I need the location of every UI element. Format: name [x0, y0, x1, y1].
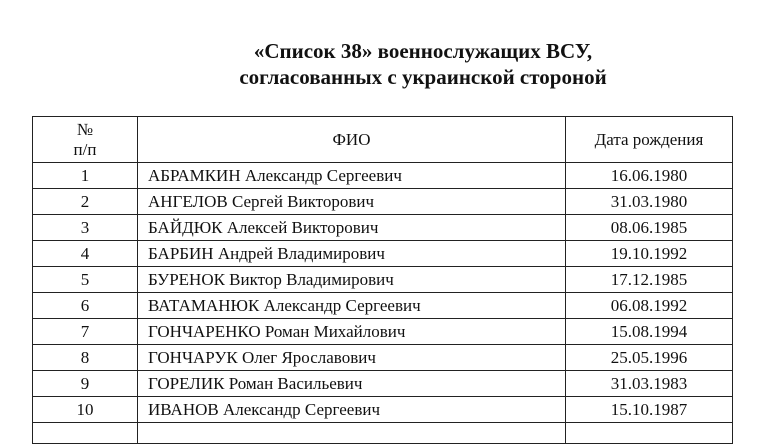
row-birth-date: 25.05.1996 — [566, 345, 733, 371]
table-row — [33, 241, 733, 267]
row-full-name: БУРЕНОК Виктор Владимирович — [138, 267, 566, 293]
row-birth-date: 06.08.1992 — [566, 293, 733, 319]
row-birth-date: 08.06.1985 — [566, 215, 733, 241]
table-row — [33, 345, 733, 371]
table-row — [33, 319, 733, 345]
row-birth-date: 31.03.1983 — [566, 371, 733, 397]
row-full-name: ВАТАМАНЮК Александр Сергеевич — [138, 293, 566, 319]
row-number: 9 — [33, 371, 138, 397]
row-birth-date: 19.10.1992 — [566, 241, 733, 267]
row-number: 5 — [33, 267, 138, 293]
row-number: 1 — [33, 163, 138, 189]
table-cell-empty — [566, 423, 733, 444]
row-full-name: АБРАМКИН Александр Сергеевич — [138, 163, 566, 189]
table-body — [33, 163, 733, 444]
table-row — [33, 215, 733, 241]
row-birth-date: 16.06.1980 — [566, 163, 733, 189]
table-row — [33, 397, 733, 423]
row-full-name: ГОНЧАРЕНКО Роман Михайлович — [138, 319, 566, 345]
row-birth-date: 15.10.1987 — [566, 397, 733, 423]
document-title — [0, 38, 768, 90]
header-full-name: ФИО — [138, 117, 566, 163]
table-cell-empty — [138, 423, 566, 444]
row-birth-date: 31.03.1980 — [566, 189, 733, 215]
header-birth-date: Дата рождения — [566, 117, 733, 163]
row-full-name: АНГЕЛОВ Сергей Викторович — [138, 189, 566, 215]
row-number: 10 — [33, 397, 138, 423]
servicemen-table — [32, 116, 733, 444]
row-number: 3 — [33, 215, 138, 241]
title-line-1: «Список 38» военнослужащих ВСУ, — [253, 39, 593, 63]
row-number: 6 — [33, 293, 138, 319]
row-birth-date: 15.08.1994 — [566, 319, 733, 345]
row-full-name: БАРБИН Андрей Владимирович — [138, 241, 566, 267]
row-full-name: ИВАНОВ Александр Сергеевич — [138, 397, 566, 423]
table-row — [33, 189, 733, 215]
row-full-name: ГОНЧАРУК Олег Ярославович — [138, 345, 566, 371]
header-number-bottom: п/п — [73, 139, 97, 159]
table-cell-empty — [33, 423, 138, 444]
table-row-partial — [33, 423, 733, 444]
row-number: 4 — [33, 241, 138, 267]
table-row — [33, 267, 733, 293]
row-full-name: ГОРЕЛИК Роман Васильевич — [138, 371, 566, 397]
row-number: 2 — [33, 189, 138, 215]
header-number-top: № — [76, 119, 94, 139]
row-number: 8 — [33, 345, 138, 371]
table-row — [33, 293, 733, 319]
header-number — [33, 117, 138, 163]
title-line-2: согласованных с украинской стороной — [239, 65, 607, 89]
row-number: 7 — [33, 319, 138, 345]
row-birth-date: 17.12.1985 — [566, 267, 733, 293]
row-full-name: БАЙДЮК Алексей Викторович — [138, 215, 566, 241]
table-row — [33, 371, 733, 397]
table-row — [33, 163, 733, 189]
table-header-row — [33, 117, 733, 163]
